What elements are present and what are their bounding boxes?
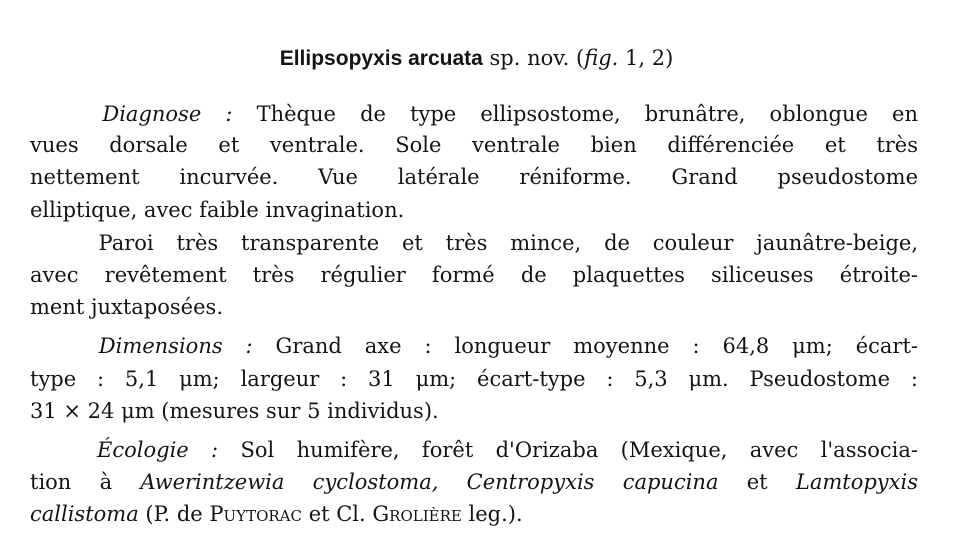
ecologie-line-3 [30,499,918,529]
dimensions-line-2: type : 5,1 μm; largeur : 31 μm; écart-type : 5,3 μm. Pseudostome : [30,367,918,391]
species-lamtopyxis: Lamtopyxis [795,470,918,494]
ecologie-text-3a: (P. de [145,502,203,526]
species-centropyxis: Centropyxis capucina [466,470,719,494]
ecologie-label: Écologie : [97,438,219,462]
fig-numbers: 1, 2) [625,46,674,70]
dimensions-line-3: 31 × 24 μm (mesures sur 5 individus). [30,399,439,423]
collector-puytorac: Puytorac [209,502,302,526]
diagnose-text-1: Thèque de type ellipsostome, brunâtre, oblongue en [256,102,918,126]
ecologie-text-1: Sol humifère, forêt d'Orizaba (Mexique, avec l'associa- [240,438,918,462]
species-heading [0,44,953,73]
diagnose-line-2: vues dorsale et ventrale. Sole ventrale bien différenciée et très [30,133,918,157]
collector-groliere: Grolière [372,502,462,526]
dimensions-label: Dimensions : [98,334,253,358]
paroi-line-1 [30,228,918,258]
fig-label: fig. [584,46,619,70]
species-name: Ellipsopyxis arcuata [279,47,483,70]
dimensions-line-1 [30,331,918,361]
diagnose-line-3: nettement incurvée. Vue latérale réniforme. Grand pseudostome [30,165,918,189]
diagnose-line-4: elliptique, avec faible invagination. [30,198,405,222]
paroi-line-2: avec revêtement très régulier formé de plaquettes siliceuses étroite- [30,263,918,287]
paroi-line-3: ment juxtaposées. [30,295,223,319]
fig-open-paren: ( [575,46,585,70]
diagnose-label: Diagnose : [102,102,233,126]
ecologie-line-2 [30,467,918,497]
species-callistoma: callistoma [30,502,139,526]
ecologie-et-1: et [746,470,768,494]
ecologie-text-2a: tion à [30,470,113,494]
ecologie-line-1 [30,435,918,465]
dimensions-text-1: Grand axe : longueur moyenne : 64,8 μm; écart- [275,334,918,358]
sp-nov-label: sp. nov. [489,46,570,70]
diagnose-line-1 [30,99,918,129]
ecologie-leg: leg.). [468,502,523,526]
paroi-text-1: Paroi très transparente et très mince, de couleur jaunâtre-beige, [98,231,918,255]
ecologie-et-2: et Cl. [308,502,366,526]
species-awerintzewia: Awerintzewia cyclostoma, [140,470,439,494]
